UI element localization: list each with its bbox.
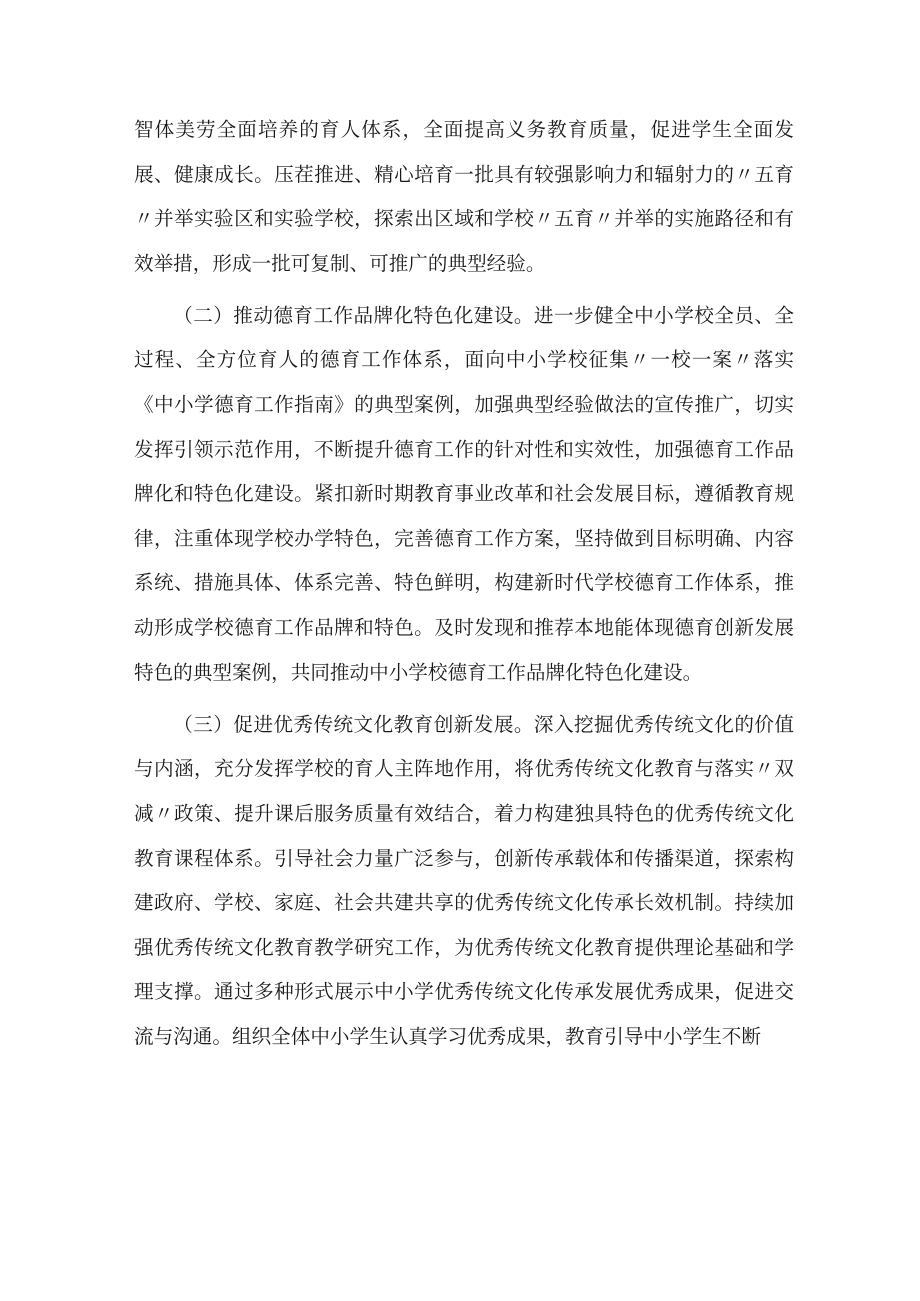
paragraph-section-2: （二）推动德育工作品牌化特色化建设。进一步健全中小学校全员、全过程、全方位育人的德育工作体系，面向中小学校征集〃一校一案〃落实《中小学德育工作指南》的典型案例，加强典型经验做法的宣传推广，切实发挥引领示范作用，不断提升德育工作的针对性和实效性，加强德育工作品牌化和特色化建设。紧扣新时期教育事业改革和社会发展目标，遵循教育规律，注重体现学校办学特色，完善德育工作方案，坚持做到目标明确、内容系统、措施具体、体系完善、特色鲜明，构建新时代学校德育工作体系，推动形成学校德育工作品牌和特色。及时发现和推荐本地能体现德育创新发展特色的典型案例，共同推动中小学校德育工作品牌化特色化建设。 xyxy=(134,303,794,684)
paragraph-continuation: 智体美劳全面培养的育人体系，全面提高义务教育质量，促进学生全面发展、健康成长。压茬推进、精心培育一批具有较强影响力和辐射力的〃五育〃并举实验区和实验学校，探索出区域和学校〃五育〃并举的实施路径和有效举措，形成一批可复制、可推广的典型经验。 xyxy=(134,118,794,275)
document-body xyxy=(134,108,794,1059)
paragraph-section-3: （三）促进优秀传统文化教育创新发展。深入挖掘优秀传统文化的价值与内涵，充分发挥学校的育人主阵地作用，将优秀传统文化教育与落实〃双减〃政策、提升课后服务质量有效结合，着力构建独具特色的优秀传统文化教育课程体系。引导社会力量广泛参与，创新传承载体和传播渠道，探索构建政府、学校、家庭、社会共建共享的优秀传统文化传承长效机制。持续加强优秀传统文化教育教学研究工作，为优秀传统文化教育提供理论基础和学理支撑。通过多种形式展示中小学优秀传统文化传承发展优秀成果，促进交流与沟通。组织全体中小学生认真学习优秀成果，教育引导中小学生不断 xyxy=(134,712,794,1048)
